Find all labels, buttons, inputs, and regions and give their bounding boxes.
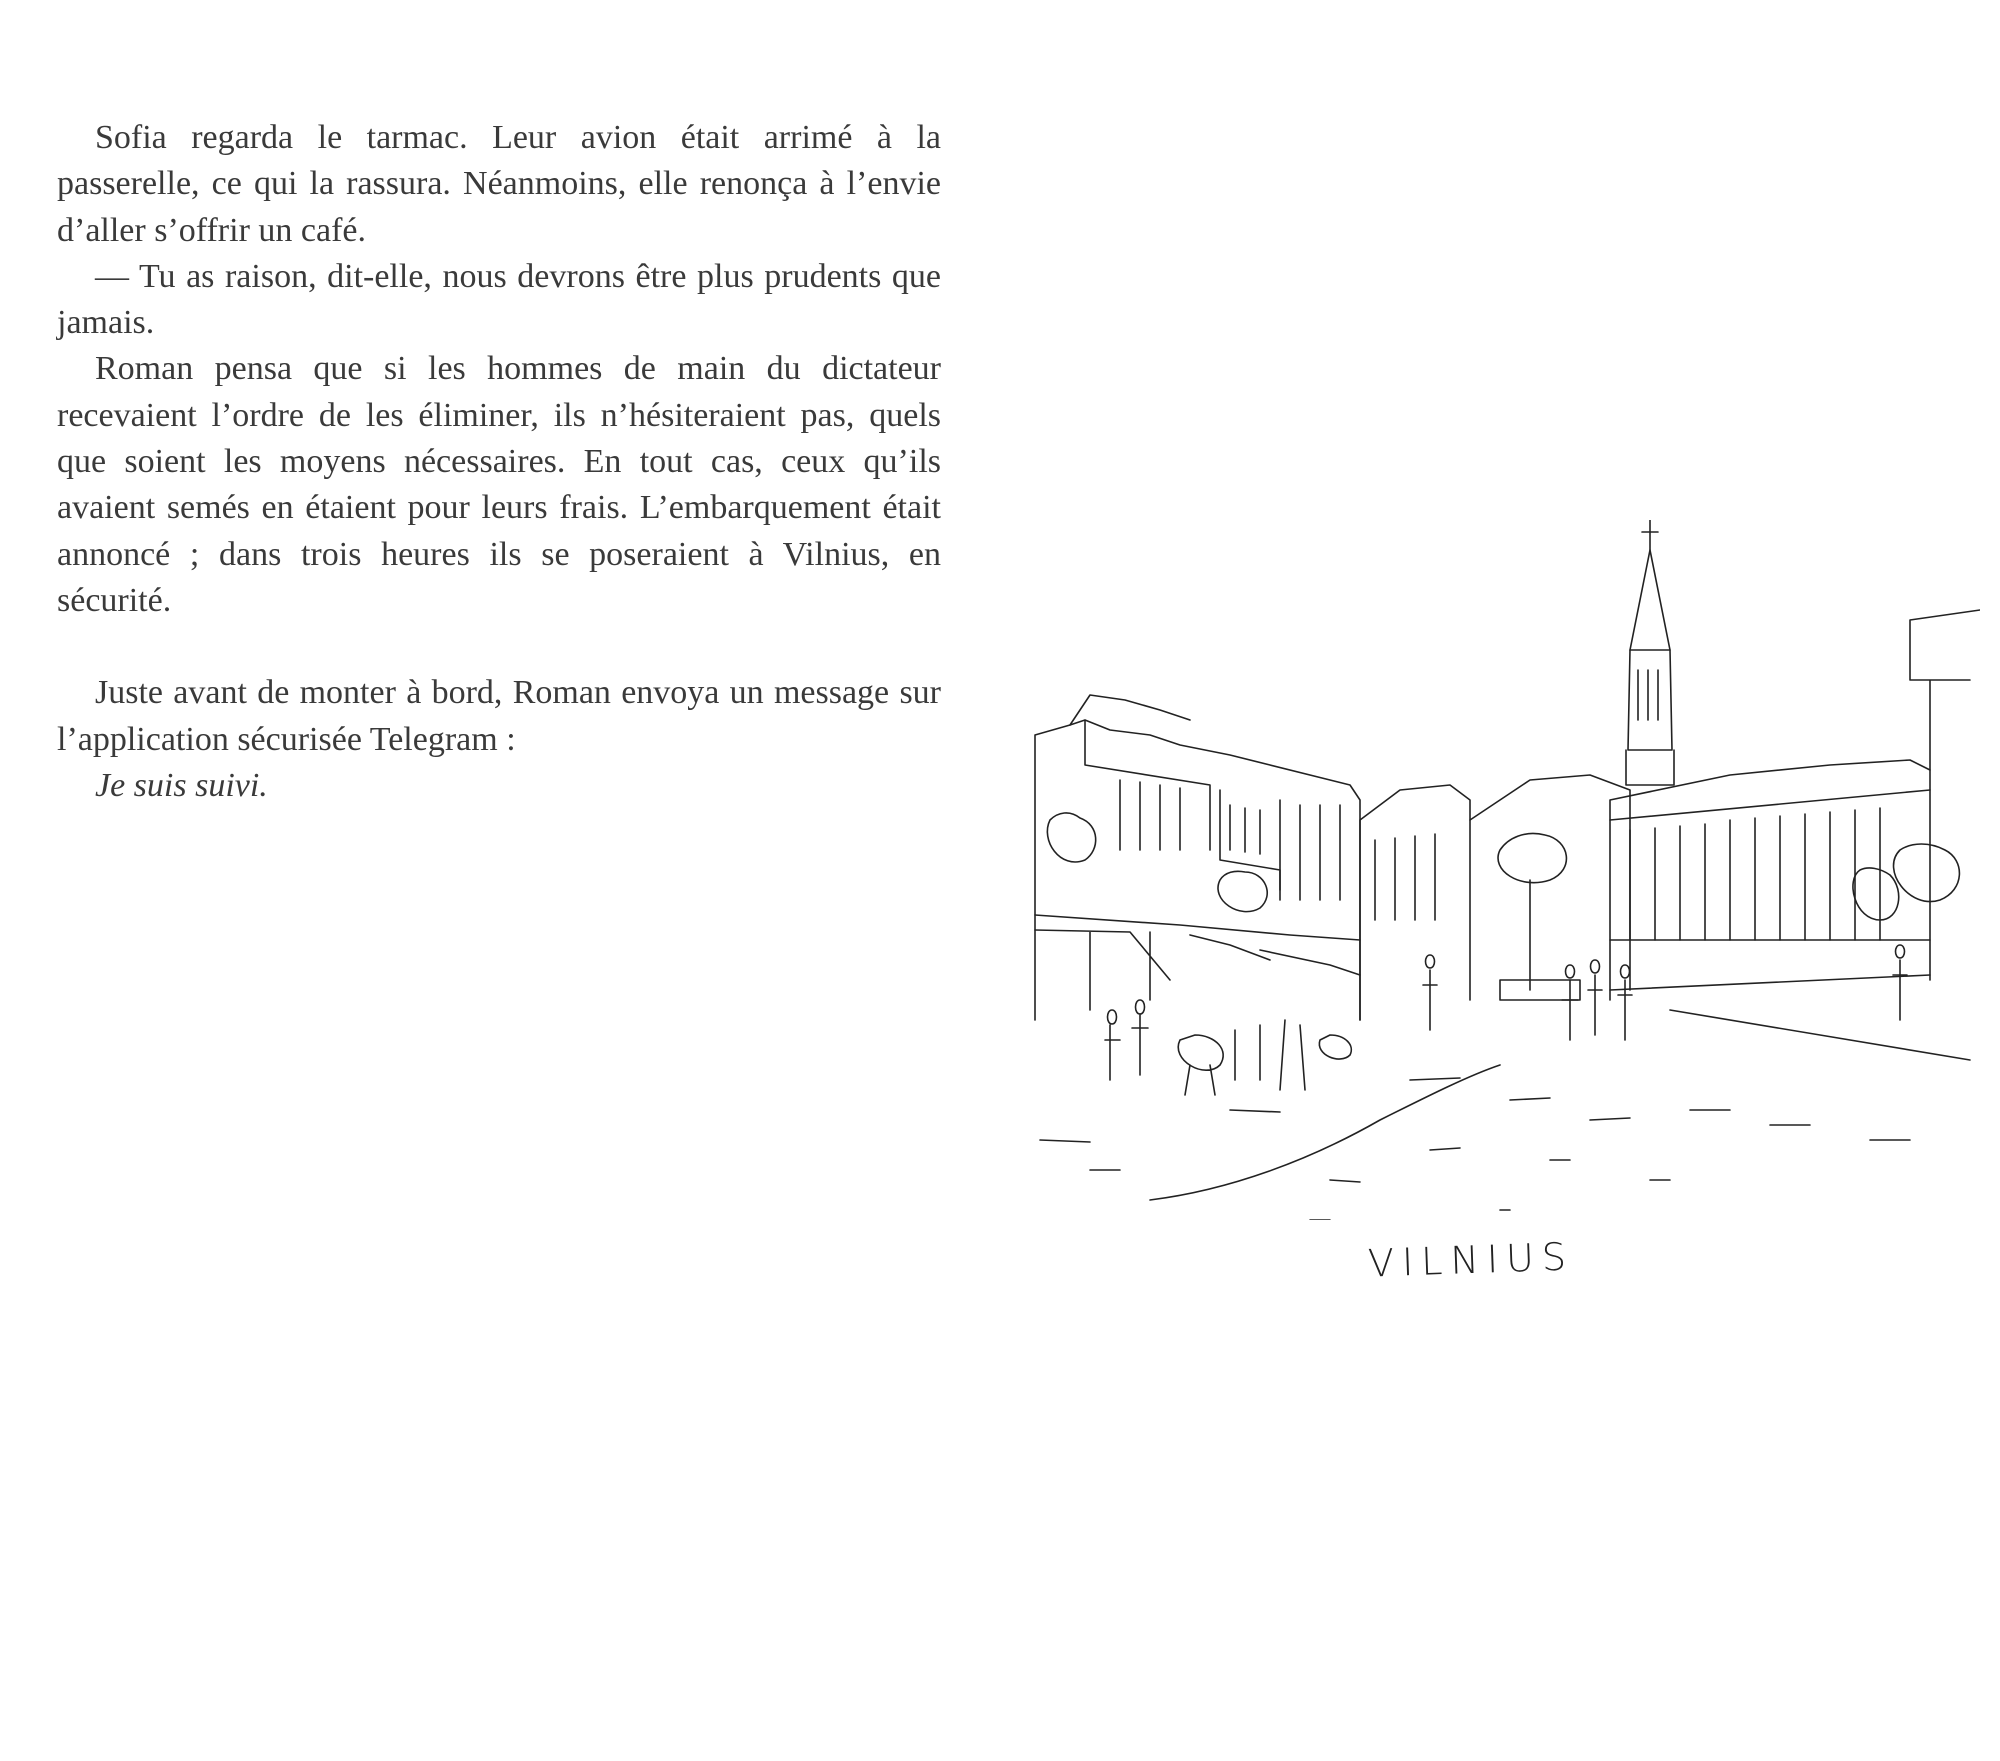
paragraph-1: Sofia regarda le tarmac. Leur avion était arrimé à la passerelle, ce qui la rassura. Néanmoins, elle renonça à l’envie d’aller s’offrir un café.: [57, 119, 941, 249]
paragraph-5: Je suis suivi.: [95, 766, 268, 804]
illustration-caption: VILNIUS: [1367, 1234, 1575, 1286]
paragraph-4: Juste avant de monter à bord, Roman envoya un message sur l’application sécurisée Telegram :: [57, 674, 941, 758]
paragraph-2: — Tu as raison, dit-elle, nous devrons être plus prudents que jamais.: [57, 257, 941, 342]
vilnius-street-sketch: [1030, 520, 1980, 1220]
paragraph-3: Roman pensa que si les hommes de main du dictateur recevaient l’ordre de les éliminer, ils n’hésiteraient pas, quels que soient les moyens nécessaires. En tout cas, ceux qu’ils avaient semés en étaient pour leurs frais. L’embarquement était annoncé ; dans trois heures ils se poseraient à Vilnius, en sécurité.: [57, 350, 941, 619]
body-text: [57, 115, 941, 809]
